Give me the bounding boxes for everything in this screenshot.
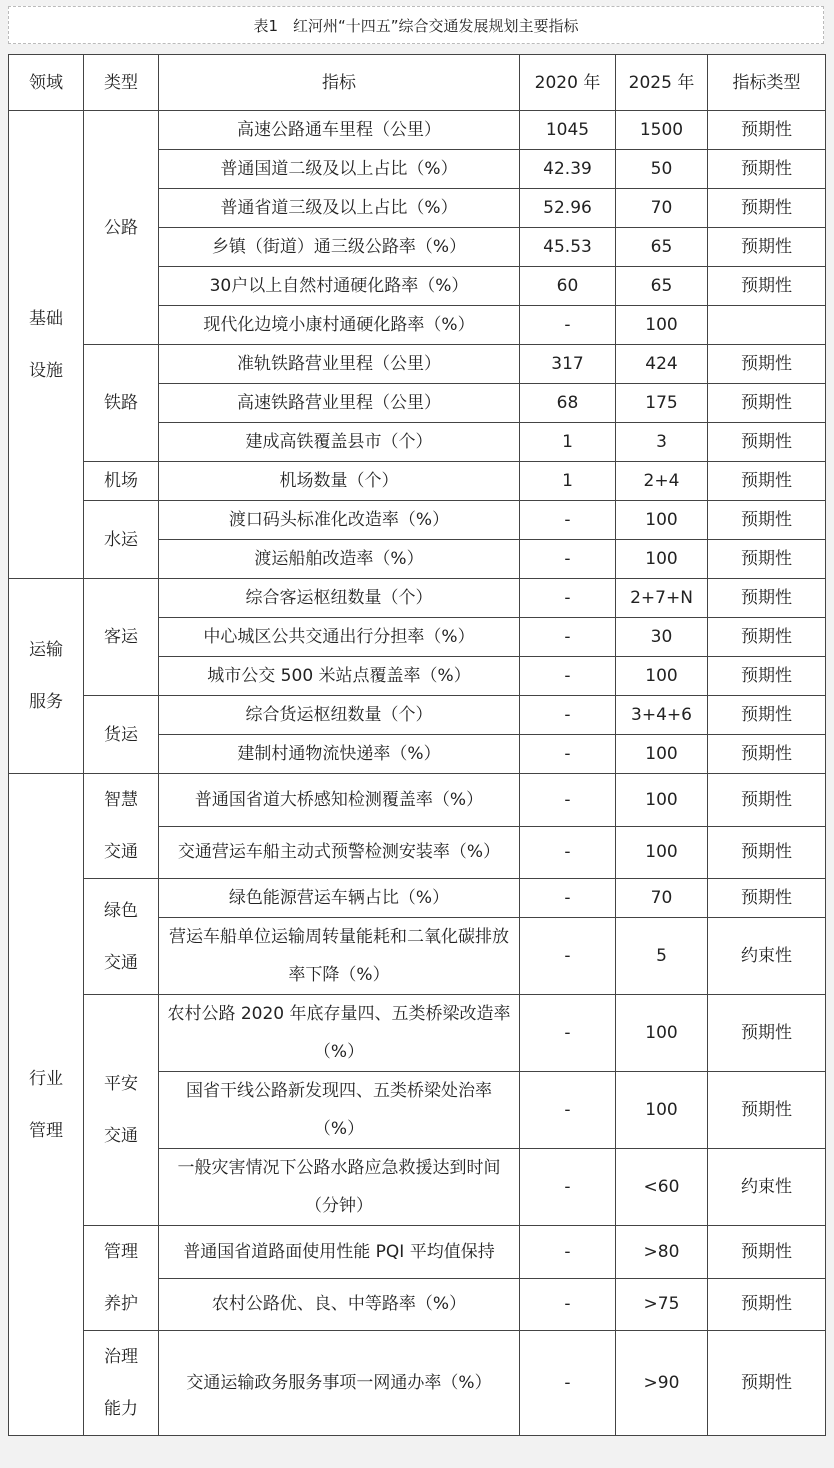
indicator-kind: 预期性 — [708, 1278, 826, 1331]
type-rail: 铁路 — [84, 345, 159, 462]
indicator-cell: 普通省道三级及以上占比（%） — [159, 189, 520, 228]
indicator-cell: 建制村通物流快递率（%） — [159, 735, 520, 774]
value-2025: 424 — [616, 345, 708, 384]
indicator-cell: 现代化边境小康村通硬化路率（%） — [159, 306, 520, 345]
domain-label-line: 行业 — [29, 1068, 63, 1089]
indicator-kind: 预期性 — [708, 1331, 826, 1436]
indicator-cell: 交通运输政务服务事项一网通办率（%） — [159, 1331, 520, 1436]
indicator-cell: 一般灾害情况下公路水路应急救援达到时间（分钟） — [159, 1149, 520, 1226]
value-2020: - — [520, 501, 616, 540]
value-2025: 50 — [616, 150, 708, 189]
type-smart — [84, 774, 159, 879]
value-2020: - — [520, 696, 616, 735]
value-2025: 65 — [616, 267, 708, 306]
value-2025: 100 — [616, 735, 708, 774]
type-label-line: 智慧 — [104, 790, 138, 810]
value-2020: 1 — [520, 423, 616, 462]
indicator-kind: 预期性 — [708, 384, 826, 423]
table-row — [9, 879, 826, 918]
value-2025: 100 — [616, 657, 708, 696]
value-2025: 30 — [616, 618, 708, 657]
indicator-cell: 城市公交 500 米站点覆盖率（%） — [159, 657, 520, 696]
value-2020: - — [520, 826, 616, 879]
domain-infrastructure — [9, 111, 84, 579]
table-row — [9, 995, 826, 1072]
indicator-kind: 预期性 — [708, 995, 826, 1072]
table-row — [9, 1331, 826, 1436]
type-label-line: 交通 — [104, 842, 138, 862]
value-2020: - — [520, 540, 616, 579]
value-2025: 100 — [616, 774, 708, 827]
indicator-cell: 普通国省道大桥感知检测覆盖率（%） — [159, 774, 520, 827]
value-2020: - — [520, 879, 616, 918]
header-2020: 2020 年 — [520, 55, 616, 111]
type-passenger: 客运 — [84, 579, 159, 696]
value-2025: 2+4 — [616, 462, 708, 501]
indicator-cell: 高速铁路营业里程（公里） — [159, 384, 520, 423]
value-2025: 1500 — [616, 111, 708, 150]
domain-label-line: 运输 — [29, 640, 63, 660]
value-2020: 1045 — [520, 111, 616, 150]
value-2025: 100 — [616, 995, 708, 1072]
indicator-cell: 渡口码头标准化改造率（%） — [159, 501, 520, 540]
value-2020: 68 — [520, 384, 616, 423]
table-row — [9, 1226, 826, 1279]
value-2020: - — [520, 735, 616, 774]
indicator-kind: 预期性 — [708, 696, 826, 735]
value-2020: - — [520, 1072, 616, 1149]
indicator-cell: 机场数量（个） — [159, 462, 520, 501]
type-road: 公路 — [84, 111, 159, 345]
value-2025: 70 — [616, 879, 708, 918]
value-2020: - — [520, 774, 616, 827]
indicator-cell: 农村公路 2020 年底存量四、五类桥梁改造率（%） — [159, 995, 520, 1072]
value-2020: 52.96 — [520, 189, 616, 228]
domain-label-line: 管理 — [29, 1120, 63, 1141]
indicator-kind: 约束性 — [708, 918, 826, 995]
type-water: 水运 — [84, 501, 159, 579]
indicator-kind: 预期性 — [708, 111, 826, 150]
indicator-kind: 预期性 — [708, 1072, 826, 1149]
type-label-line: 养护 — [104, 1294, 138, 1314]
table-caption — [8, 6, 824, 44]
value-2020: - — [520, 657, 616, 696]
indicator-kind: 预期性 — [708, 228, 826, 267]
value-2020: 60 — [520, 267, 616, 306]
value-2025: 100 — [616, 306, 708, 345]
indicator-cell: 普通国省道路面使用性能 PQI 平均值保持 — [159, 1226, 520, 1279]
domain-label-line: 服务 — [29, 692, 63, 712]
type-label-line: 交通 — [104, 952, 138, 973]
value-2025: 100 — [616, 501, 708, 540]
indicator-table-container — [8, 54, 825, 1436]
value-2020: - — [520, 995, 616, 1072]
indicator-cell: 国省干线公路新发现四、五类桥梁处治率（%） — [159, 1072, 520, 1149]
type-label-line: 治理 — [104, 1347, 138, 1367]
indicator-cell: 普通国道二级及以上占比（%） — [159, 150, 520, 189]
indicator-kind: 预期性 — [708, 501, 826, 540]
value-2020: 45.53 — [520, 228, 616, 267]
type-airport: 机场 — [84, 462, 159, 501]
value-2020: - — [520, 1278, 616, 1331]
indicator-kind: 预期性 — [708, 879, 826, 918]
indicator-table — [8, 54, 826, 1436]
indicator-cell: 建成高铁覆盖县市（个） — [159, 423, 520, 462]
value-2025: 100 — [616, 826, 708, 879]
table-row — [9, 345, 826, 384]
indicator-cell: 营运车船单位运输周转量能耗和二氧化碳排放率下降（%） — [159, 918, 520, 995]
indicator-kind: 预期性 — [708, 618, 826, 657]
value-2025: >80 — [616, 1226, 708, 1279]
indicator-kind: 预期性 — [708, 267, 826, 306]
value-2025: 70 — [616, 189, 708, 228]
value-2025: 65 — [616, 228, 708, 267]
table-title: 表1 红河州“十四五”综合交通发展规划主要指标 — [253, 16, 579, 35]
indicator-kind: 预期性 — [708, 657, 826, 696]
value-2020: - — [520, 1149, 616, 1226]
indicator-cell: 绿色能源营运车辆占比（%） — [159, 879, 520, 918]
type-green — [84, 879, 159, 995]
indicator-cell: 交通营运车船主动式预警检测安装率（%） — [159, 826, 520, 879]
table-row — [9, 462, 826, 501]
table-row — [9, 696, 826, 735]
indicator-cell: 渡运船舶改造率（%） — [159, 540, 520, 579]
value-2025: 5 — [616, 918, 708, 995]
value-2025: >90 — [616, 1331, 708, 1436]
indicator-kind: 预期性 — [708, 345, 826, 384]
header-kind: 指标类型 — [708, 55, 826, 111]
indicator-kind: 预期性 — [708, 1226, 826, 1279]
domain-label-line: 设施 — [29, 360, 63, 381]
indicator-kind: 预期性 — [708, 579, 826, 618]
value-2020: - — [520, 618, 616, 657]
table-row — [9, 501, 826, 540]
value-2025: <60 — [616, 1149, 708, 1226]
value-2020: - — [520, 1331, 616, 1436]
value-2025: 100 — [616, 540, 708, 579]
header-row — [9, 55, 826, 111]
value-2025: 3+4+6 — [616, 696, 708, 735]
indicator-kind: 预期性 — [708, 462, 826, 501]
header-type: 类型 — [84, 55, 159, 111]
value-2020: - — [520, 1226, 616, 1279]
value-2020: - — [520, 306, 616, 345]
type-safe — [84, 995, 159, 1226]
indicator-cell: 综合货运枢纽数量（个） — [159, 696, 520, 735]
indicator-cell: 30户以上自然村通硬化路率（%） — [159, 267, 520, 306]
indicator-kind: 预期性 — [708, 423, 826, 462]
indicator-cell: 乡镇（街道）通三级公路率（%） — [159, 228, 520, 267]
domain-label-line: 基础 — [29, 308, 63, 329]
header-domain: 领域 — [9, 55, 84, 111]
type-governance — [84, 1331, 159, 1436]
type-label-line: 绿色 — [104, 900, 138, 921]
header-2025: 2025 年 — [616, 55, 708, 111]
indicator-cell: 中心城区公共交通出行分担率（%） — [159, 618, 520, 657]
table-row — [9, 774, 826, 827]
indicator-kind: 预期性 — [708, 826, 826, 879]
indicator-kind: 预期性 — [708, 735, 826, 774]
value-2020: 317 — [520, 345, 616, 384]
indicator-kind: 预期性 — [708, 540, 826, 579]
value-2025: 100 — [616, 1072, 708, 1149]
value-2020: 42.39 — [520, 150, 616, 189]
type-freight: 货运 — [84, 696, 159, 774]
type-label-line: 交通 — [104, 1126, 138, 1146]
value-2025: 2+7+N — [616, 579, 708, 618]
indicator-cell: 农村公路优、良、中等路率（%） — [159, 1278, 520, 1331]
indicator-cell: 高速公路通车里程（公里） — [159, 111, 520, 150]
type-label-line: 能力 — [104, 1399, 138, 1419]
value-2025: >75 — [616, 1278, 708, 1331]
indicator-kind: 预期性 — [708, 189, 826, 228]
value-2020: 1 — [520, 462, 616, 501]
indicator-cell: 综合客运枢纽数量（个） — [159, 579, 520, 618]
indicator-kind: 预期性 — [708, 150, 826, 189]
table-row — [9, 111, 826, 150]
value-2025: 3 — [616, 423, 708, 462]
indicator-cell: 准轨铁路营业里程（公里） — [159, 345, 520, 384]
domain-transport — [9, 579, 84, 774]
value-2020: - — [520, 918, 616, 995]
type-maintenance — [84, 1226, 159, 1331]
indicator-kind: 约束性 — [708, 1149, 826, 1226]
indicator-kind — [708, 306, 826, 345]
domain-industry — [9, 774, 84, 1436]
table-row — [9, 579, 826, 618]
type-label-line: 管理 — [104, 1242, 138, 1262]
type-label-line: 平安 — [104, 1074, 138, 1094]
indicator-kind: 预期性 — [708, 774, 826, 827]
header-indicator: 指标 — [159, 55, 520, 111]
value-2020: - — [520, 579, 616, 618]
value-2025: 175 — [616, 384, 708, 423]
